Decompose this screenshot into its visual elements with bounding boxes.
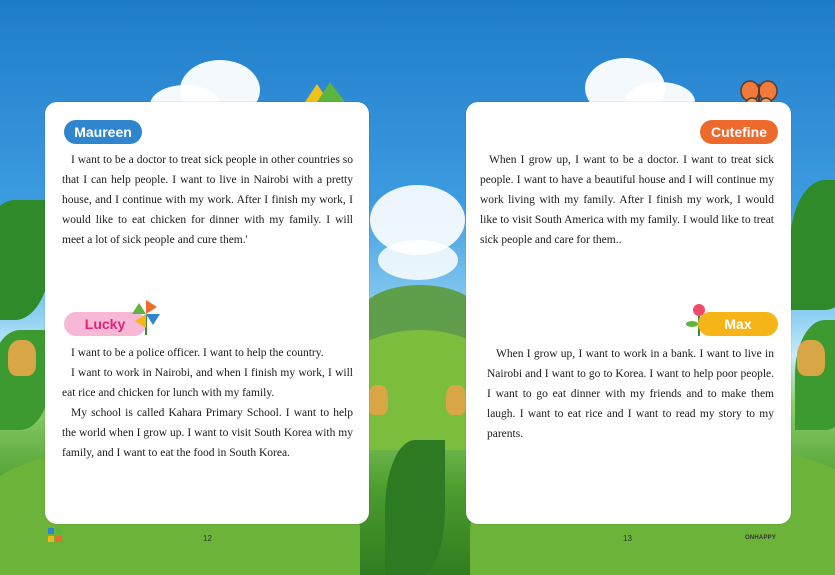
story-maureen [62, 150, 353, 250]
story-paragraph: I want to be a police officer. I want to help the country. [71, 347, 324, 359]
right-page [466, 102, 791, 524]
story-max [487, 344, 774, 444]
story-paragraph: My school is called Kahara Primary School. I want to help the world when I grow up. I want to visit South Korea with my family, and I want to eat the food in South Korea. [62, 407, 353, 459]
page-number-right: 13 [623, 534, 632, 543]
story-paragraph: I want to be a doctor to treat sick people in other countries so that I can help people. I want to live in Nairobi with a pretty house, and I continue with my work. After I finish my work, I would like to eat chicken for dinner with my family. I will meet a lot of sick people and cure them.' [62, 154, 353, 246]
foliage [385, 440, 445, 575]
cloud [378, 240, 458, 280]
name-tag-max: Max [698, 312, 778, 336]
story-paragraph: When I grow up, I want to work in a bank. I want to live in Nairobi and I want to go to Korea. I want to help poor people. I want to go eat dinner with my friends and to make them laugh. I want to eat rice and I want to read my story to my parents. [487, 348, 774, 440]
giraffe [446, 385, 466, 415]
page-number-left: 12 [203, 534, 212, 543]
story-paragraph: When I grow up, I want to be a doctor. I want to treat sick people. I want to have a beautiful house and I will continue my work living with my family. After I finish my work, I would like to visit South America with my family. I would like to treat sick people and care for them.. [480, 154, 774, 246]
left-page [45, 102, 369, 524]
story-paragraph: I want to work in Nairobi, and when I finish my work, I will eat rice and chicken for lunch with my family. [62, 367, 353, 399]
mountain-icon [305, 80, 345, 104]
story-cutefine [480, 150, 774, 250]
pinwheel-icon [131, 299, 161, 335]
giraffe [797, 340, 825, 376]
giraffe [8, 340, 36, 376]
name-tag-maureen: Maureen [64, 120, 142, 144]
logo-icon [48, 528, 62, 542]
story-lucky [62, 343, 353, 463]
name-tag-cutefine: Cutefine [700, 120, 778, 144]
brand-logo: ONHAPPY [745, 535, 777, 541]
giraffe [368, 385, 388, 415]
name-tag-lucky: Lucky [64, 312, 146, 336]
